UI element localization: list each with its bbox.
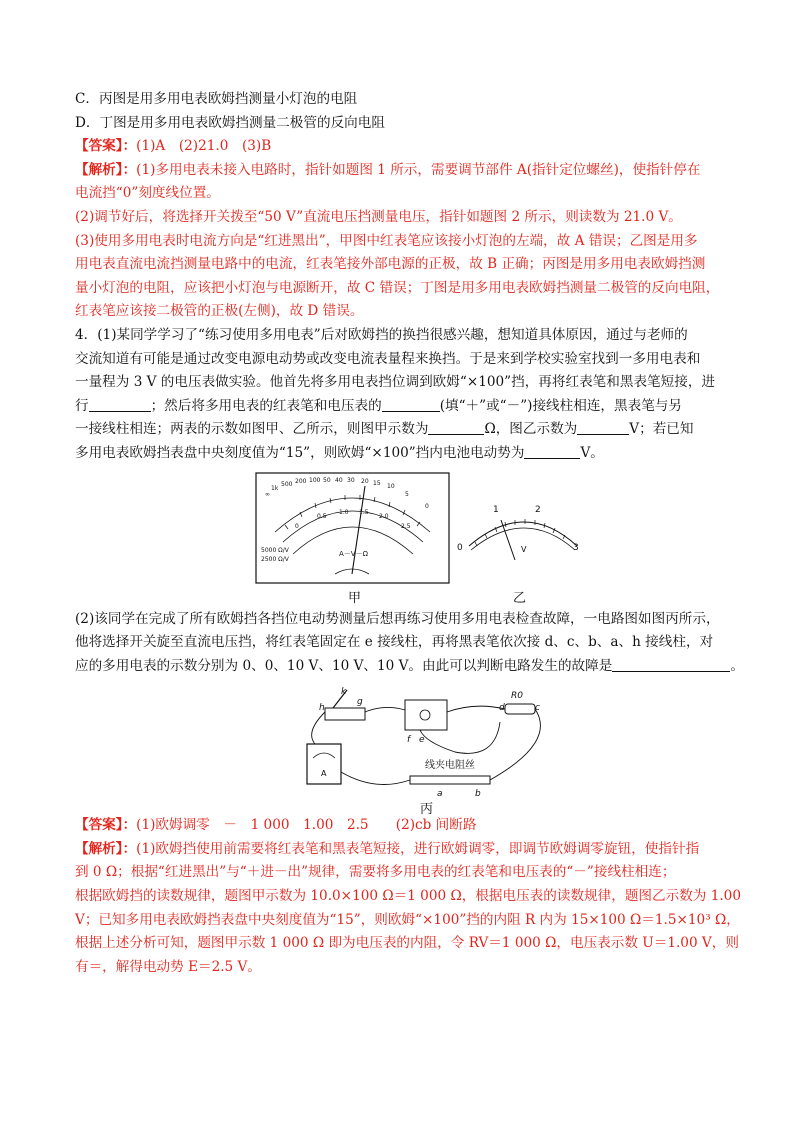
explanation-2-line: 有＝，解得电动势 E＝2.5 V。 [75, 958, 261, 975]
circuit-diagram [295, 682, 565, 810]
answer-2 [75, 814, 727, 838]
answer-1 [75, 135, 727, 159]
terminal-label: d [499, 703, 505, 714]
option-c: C．丙图是用多用电表欧姆挡测量小灯泡的电阻 [75, 91, 358, 107]
explanation-1-line: 红表笔应该接二极管的正极(左侧)，故 D 错误。 [75, 303, 364, 320]
meter-label: A [321, 769, 327, 779]
ohm-label: 1k [271, 484, 279, 492]
explanation-text: (1)欧姆挡使用前需要将红表笔和黑表笔短接，进行欧姆调零，即调节欧姆调零旋钮，使指针指 [136, 840, 700, 857]
answer-blank [612, 657, 730, 672]
explanation-1-line: 用电表直流电流挡测量电路中的电流，红表笔接外部电源的正极，故 B 正确；丙图是用多用电表欧姆挡测 [75, 256, 706, 273]
answer-blank [577, 420, 629, 435]
ohm-label: 40 [335, 476, 343, 484]
resistor-label: R0 [511, 691, 523, 702]
terminal-label: e [419, 735, 425, 746]
text: 应的多用电表的示数分别为 0、0、10 V、10 V、10 V。由此可以判断电路发生的故障是 [75, 657, 613, 674]
volt-scale-label: 0.5 [317, 512, 327, 520]
ohm-label: ∞ [265, 490, 270, 498]
terminal-label: a [437, 789, 443, 800]
volt-scale-label: 2.5 [401, 522, 411, 530]
wire-label: 线夹电阻丝 [425, 760, 475, 772]
answer-body: (1)欧姆调零 － 1 000 1.00 2.5 (2)cb 间断路 [136, 817, 477, 834]
side-label: 5000 Ω/V [261, 546, 289, 554]
terminal-label: b [475, 789, 481, 800]
ohm-label: 10 [387, 482, 395, 490]
answer-blank [524, 444, 580, 459]
terminal-label: f [407, 735, 411, 746]
text: 行 [75, 397, 89, 414]
volt-scale-label: 0 [295, 522, 299, 530]
question-4-line: 4．(1)某同学学习了“练习使用多用电表”后对欧姆挡的换挡很感兴趣，想知道具体原因，通过与老师的 [75, 326, 688, 343]
ohm-label: 500 [281, 480, 293, 488]
text: V；若已知 [629, 421, 694, 438]
question-4-line [75, 442, 727, 466]
terminal-label: g [357, 697, 363, 708]
explanation-2-line: V；已知多用电表欧姆挡表盘中央刻度值为“15”，则欧姆“×100”挡的内阻 R 内为 15×100 Ω＝1.5×10³ Ω， [75, 911, 740, 928]
terminal-label: h [319, 703, 325, 714]
answer-tag: 【答案】： [75, 817, 137, 834]
explanation-1-line: 量小灯泡的电阻，应该把小灯泡与电源断开，故 C 错误；丁图是用多用电表欧姆挡测量二极管的反向电阻， [75, 279, 720, 296]
text: V。 [580, 444, 604, 461]
explanation-2-line: 根据上述分析可知，题图甲示数 1 000 Ω 即为电压表的内阻，令 RV＝1 000 Ω，电压表示数 U＝1.00 V，则 [75, 935, 739, 952]
ohm-label: 15 [373, 479, 381, 487]
circuit-figure [75, 682, 727, 818]
explanation-tag: 【解析】： [75, 840, 137, 857]
voltmeter-needle [501, 520, 515, 560]
question-4-line [75, 418, 727, 442]
question-4-part2-line: (2)该同学在完成了所有欧姆挡各挡位电动势测量后想再练习使用多用电表检查故障，一电路图如图丙所示， [75, 610, 720, 627]
figure-jia-caption: 甲 [348, 590, 362, 606]
text: Ω，图乙示数为 [484, 421, 578, 438]
answer-tag: 【答案】： [75, 138, 137, 155]
volt-scale-label: 1.0 [339, 508, 349, 516]
text: 。 [730, 657, 744, 674]
explanation-text: (1)多用电表未接入电路时，指针如题图 1 所示，需要调节部件 A(指针定位螺丝)，使指针停在 [136, 161, 701, 178]
volt-scale-label: 2.0 [379, 512, 389, 520]
ohm-label: 5 [405, 490, 409, 498]
ohm-label: 100 [309, 476, 321, 484]
question-4-line [75, 395, 727, 419]
volt-label: 0 [457, 542, 463, 553]
side-label: 2500 Ω/V [261, 555, 289, 563]
text: ；然后将多用电表的红表笔和电压表的 [150, 397, 382, 414]
answer-blank [428, 420, 484, 435]
explanation-2-line: 到 0 Ω；根据“红进黑出”与“＋进－出”规律，需要将多用电表的红表笔和电压表的“－”接线柱相连； [75, 864, 676, 881]
question-4-part2-line: 他将选择开关旋至直流电压挡，将红表笔固定在 e 接线柱，再将黑表笔依次接 d、c、b、a、h 接线柱，对 [75, 634, 714, 651]
ohm-label: 50 [323, 476, 331, 484]
text: (填“＋”或“－”)接线柱相连，黑表笔与另 [439, 397, 682, 414]
volt-unit: V [521, 544, 527, 554]
question-4-part2-line [75, 655, 744, 679]
explanation-1-line: (3)使用多用电表时电流方向是“红进黑出”，甲图中红表笔应该接小灯泡的左端，故 A 错误；乙图是用多 [75, 232, 698, 249]
explanation-1-line: (2)调节好后，将选择开关拨至“50 V”直流电压挡测量电压，指针如题图 2 所示，则读数为 21.0 V。 [75, 208, 682, 225]
explanation-tag: 【解析】： [75, 161, 137, 178]
multimeter-dial-figure [255, 472, 450, 584]
text: 一接线柱相连；两表的示数如图甲、乙所示，则图甲示数为 [75, 421, 429, 438]
answer-blank [89, 397, 151, 412]
volt-label: 1 [493, 504, 499, 515]
voltmeter-figure [455, 502, 585, 562]
ohm-label: 200 [295, 477, 307, 485]
explanation-2-line [75, 838, 727, 862]
volt-label: 2 [535, 504, 541, 515]
page-content [75, 88, 744, 979]
figures-jia-yi [75, 472, 727, 608]
text: 多用电表欧姆挡表盘中央刻度值为“15”，则欧姆“×100”挡内电池电动势为 [75, 444, 525, 461]
question-4-line: 一量程为 3 V 的电压表做实验。他首先将多用电表挡位调到欧姆“×100”挡，再将红表笔和黑表笔短接，进 [75, 374, 716, 391]
volt-label: 3 [573, 542, 579, 553]
explanation-1-line: 电流挡“0”刻度线位置。 [75, 185, 220, 202]
explanation-2-line: 根据欧姆挡的读数规律，题图甲示数为 10.0×100 Ω＝1 000 Ω，根据电压表的读数规律，题图乙示数为 1.00 [75, 888, 741, 905]
ohm-label: 0 [425, 502, 429, 510]
answer-body: (1)A (2)21.0 (3)B [136, 138, 272, 155]
terminal-label: c [535, 703, 540, 714]
figure-bing-caption: 丙 [420, 802, 434, 818]
explanation-1-line [75, 159, 727, 183]
terminal-label: k [341, 687, 347, 698]
volt-scale-label: 1.5 [359, 508, 369, 516]
question-4-line: 交流知道有可能是通过改变电源电动势或改变电流表量程来换挡。于是来到学校实验室找到一多用电表和 [75, 350, 701, 367]
figure-yi-caption: 乙 [513, 590, 527, 606]
ohm-label: 20 [361, 477, 369, 485]
unit-label: A－V－Ω [339, 549, 368, 558]
ohm-label: 30 [347, 476, 355, 484]
option-d: D．丁图是用多用电表欧姆挡测量二极管的反向电阻 [75, 114, 385, 131]
answer-blank [382, 397, 440, 412]
